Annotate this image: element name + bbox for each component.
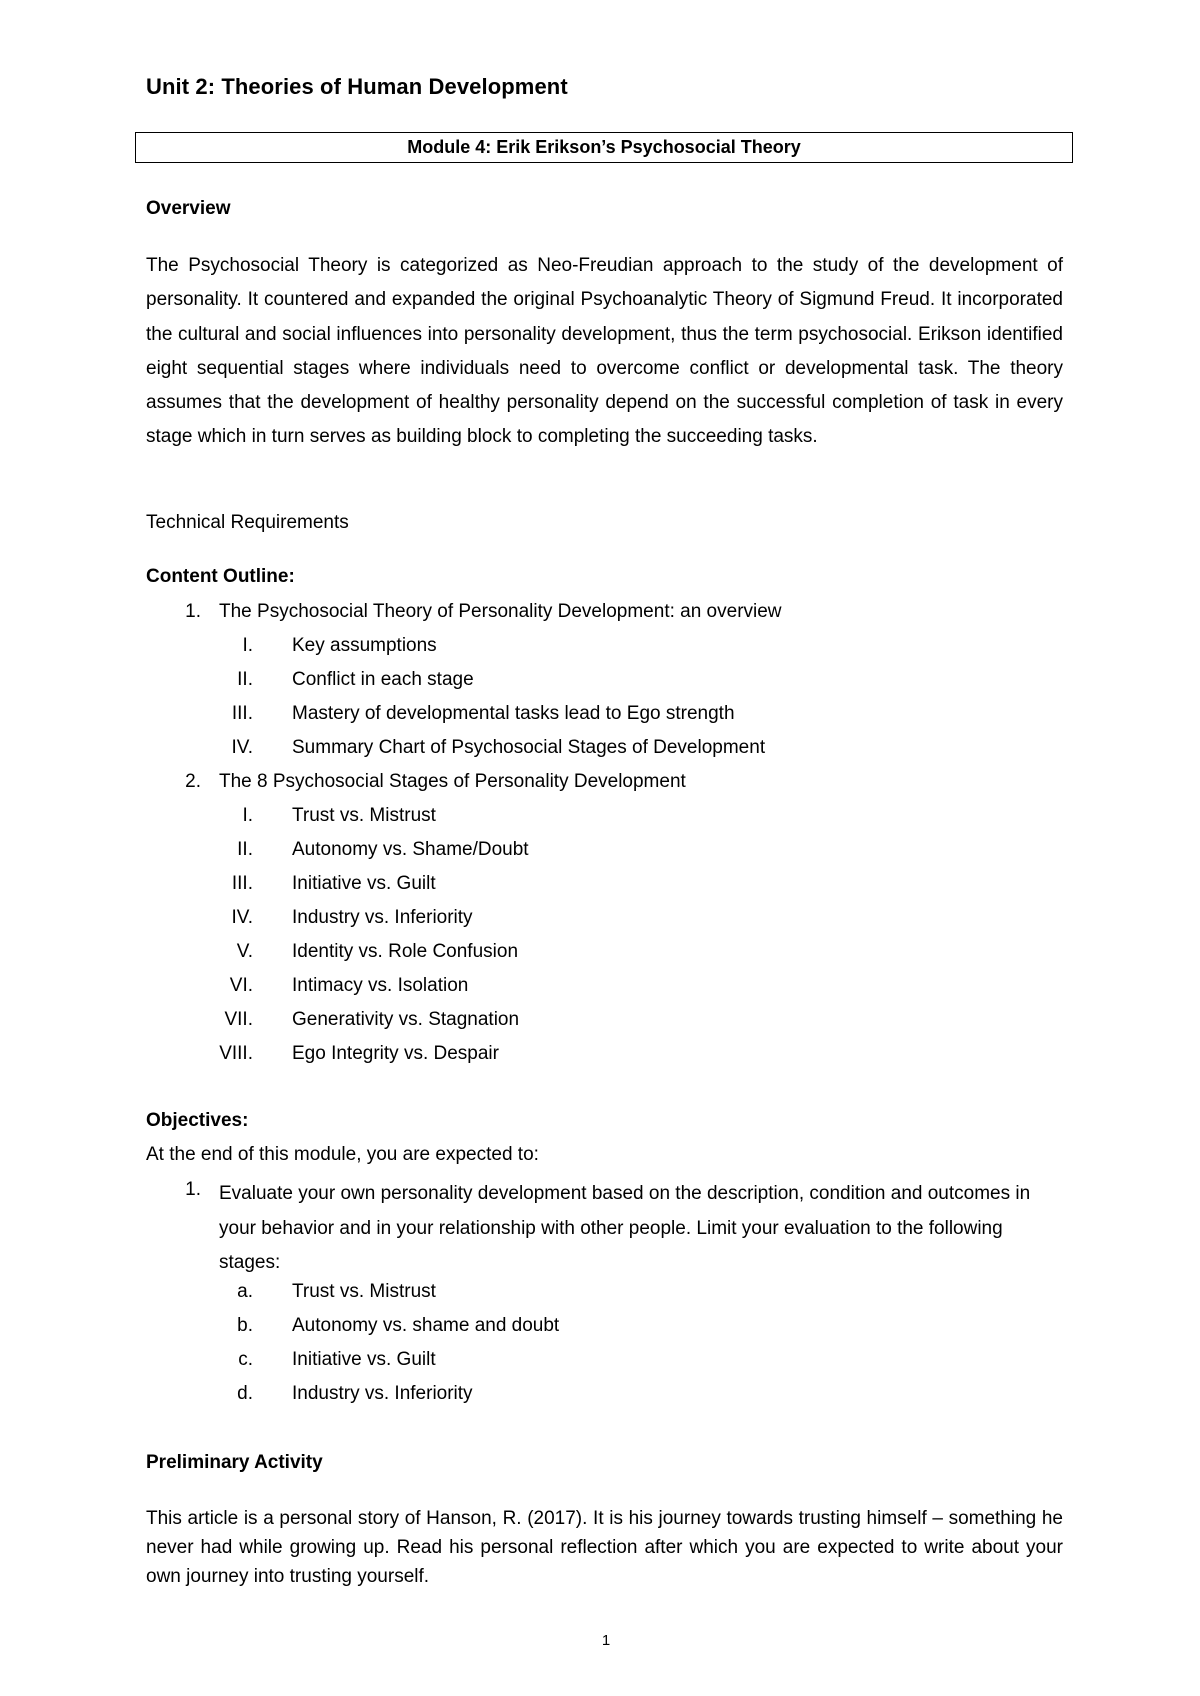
outline-subnumber: IV. [231, 737, 253, 758]
outline-subnumber: IV. [231, 907, 253, 928]
preliminary-heading: Preliminary Activity [146, 1452, 323, 1473]
outline-subnumber: VIII. [219, 1043, 253, 1064]
outline-subtext: Generativity vs. Stagnation [292, 1009, 520, 1030]
outline-subnumber: I. [242, 805, 253, 826]
outline-subnumber: III. [231, 703, 253, 724]
content-outline-heading: Content Outline: [146, 566, 295, 587]
stage-text: Industry vs. Inferiority [292, 1383, 473, 1404]
outline-subnumber: VII. [224, 1009, 253, 1030]
outline-subtext: Intimacy vs. Isolation [292, 975, 469, 996]
stage-text: Autonomy vs. shame and doubt [292, 1315, 560, 1336]
outline-subtext: Initiative vs. Guilt [292, 873, 436, 894]
outline-subnumber: III. [231, 873, 253, 894]
unit-title: Unit 2: Theories of Human Development [146, 74, 568, 99]
overview-paragraph: The Psychosocial Theory is categorized as Neo-Freudian approach to the study of the development of personality. It countered and expanded the original Psychoanalytic Theory of Sigmund Freud. It incorporated the cultural and social influences into personality development, thus the term psychosocial. Erikson identified eight sequential stages where individuals need to overcome conflict or developmental task. The theory assumes that the development of healthy personality depend on the successful completion of task in every stage which in turn serves as building block to completing the succeeding tasks. [146, 255, 1063, 448]
outline-subtext: Ego Integrity vs. Despair [292, 1043, 499, 1064]
outline-subnumber: I. [242, 635, 253, 656]
outline-subtext: Summary Chart of Psychosocial Stages of Development [292, 737, 766, 758]
outline-subtext: Key assumptions [292, 635, 437, 656]
outline-text: The 8 Psychosocial Stages of Personality Development [219, 771, 686, 792]
outline-subtext: Industry vs. Inferiority [292, 907, 473, 928]
outline-number: 1. [185, 601, 201, 622]
document-page [146, 0, 1066, 1696]
outline-subtext: Identity vs. Role Confusion [292, 941, 519, 962]
preliminary-paragraph: This article is a personal story of Hanson, R. (2017). It is his journey towards trusting himself – something he never had while growing up. Read his personal reflection after which you are expected to write about your own journey into trusting yourself. [146, 1508, 1063, 1587]
outline-subtext: Autonomy vs. Shame/Doubt [292, 839, 529, 860]
stage-text: Initiative vs. Guilt [292, 1349, 436, 1370]
objectives-intro: At the end of this module, you are expected to: [146, 1144, 539, 1165]
outline-number: 2. [185, 771, 201, 792]
stage-letter: a. [237, 1281, 253, 1302]
objective-number: 1. [185, 1179, 201, 1200]
stage-text: Trust vs. Mistrust [292, 1281, 436, 1302]
outline-subtext: Mastery of developmental tasks lead to Ego strength [292, 703, 735, 724]
stage-letter: c. [238, 1349, 253, 1370]
outline-subnumber: V. [236, 941, 253, 962]
outline-subnumber: II. [237, 839, 253, 860]
page-number: 1 [601, 1632, 611, 1649]
outline-subnumber: VI. [229, 975, 253, 996]
objectives-heading: Objectives: [146, 1110, 249, 1131]
outline-subnumber: II. [237, 669, 253, 690]
technical-requirements-label: Technical Requirements [146, 512, 349, 533]
overview-heading: Overview [146, 198, 231, 219]
stage-letter: d. [237, 1383, 253, 1404]
stage-letter: b. [237, 1315, 253, 1336]
objective-text: Evaluate your own personality development based on the description, condition and outcomes in your behavior and in your relationship with other people. Limit your evaluation to the following stages: [219, 1183, 1031, 1273]
module-title-box: Module 4: Erik Erikson’s Psychosocial Theory [135, 132, 1073, 163]
outline-subtext: Trust vs. Mistrust [292, 805, 436, 826]
outline-subtext: Conflict in each stage [292, 669, 474, 690]
outline-text: The Psychosocial Theory of Personality Development: an overview [219, 601, 782, 622]
